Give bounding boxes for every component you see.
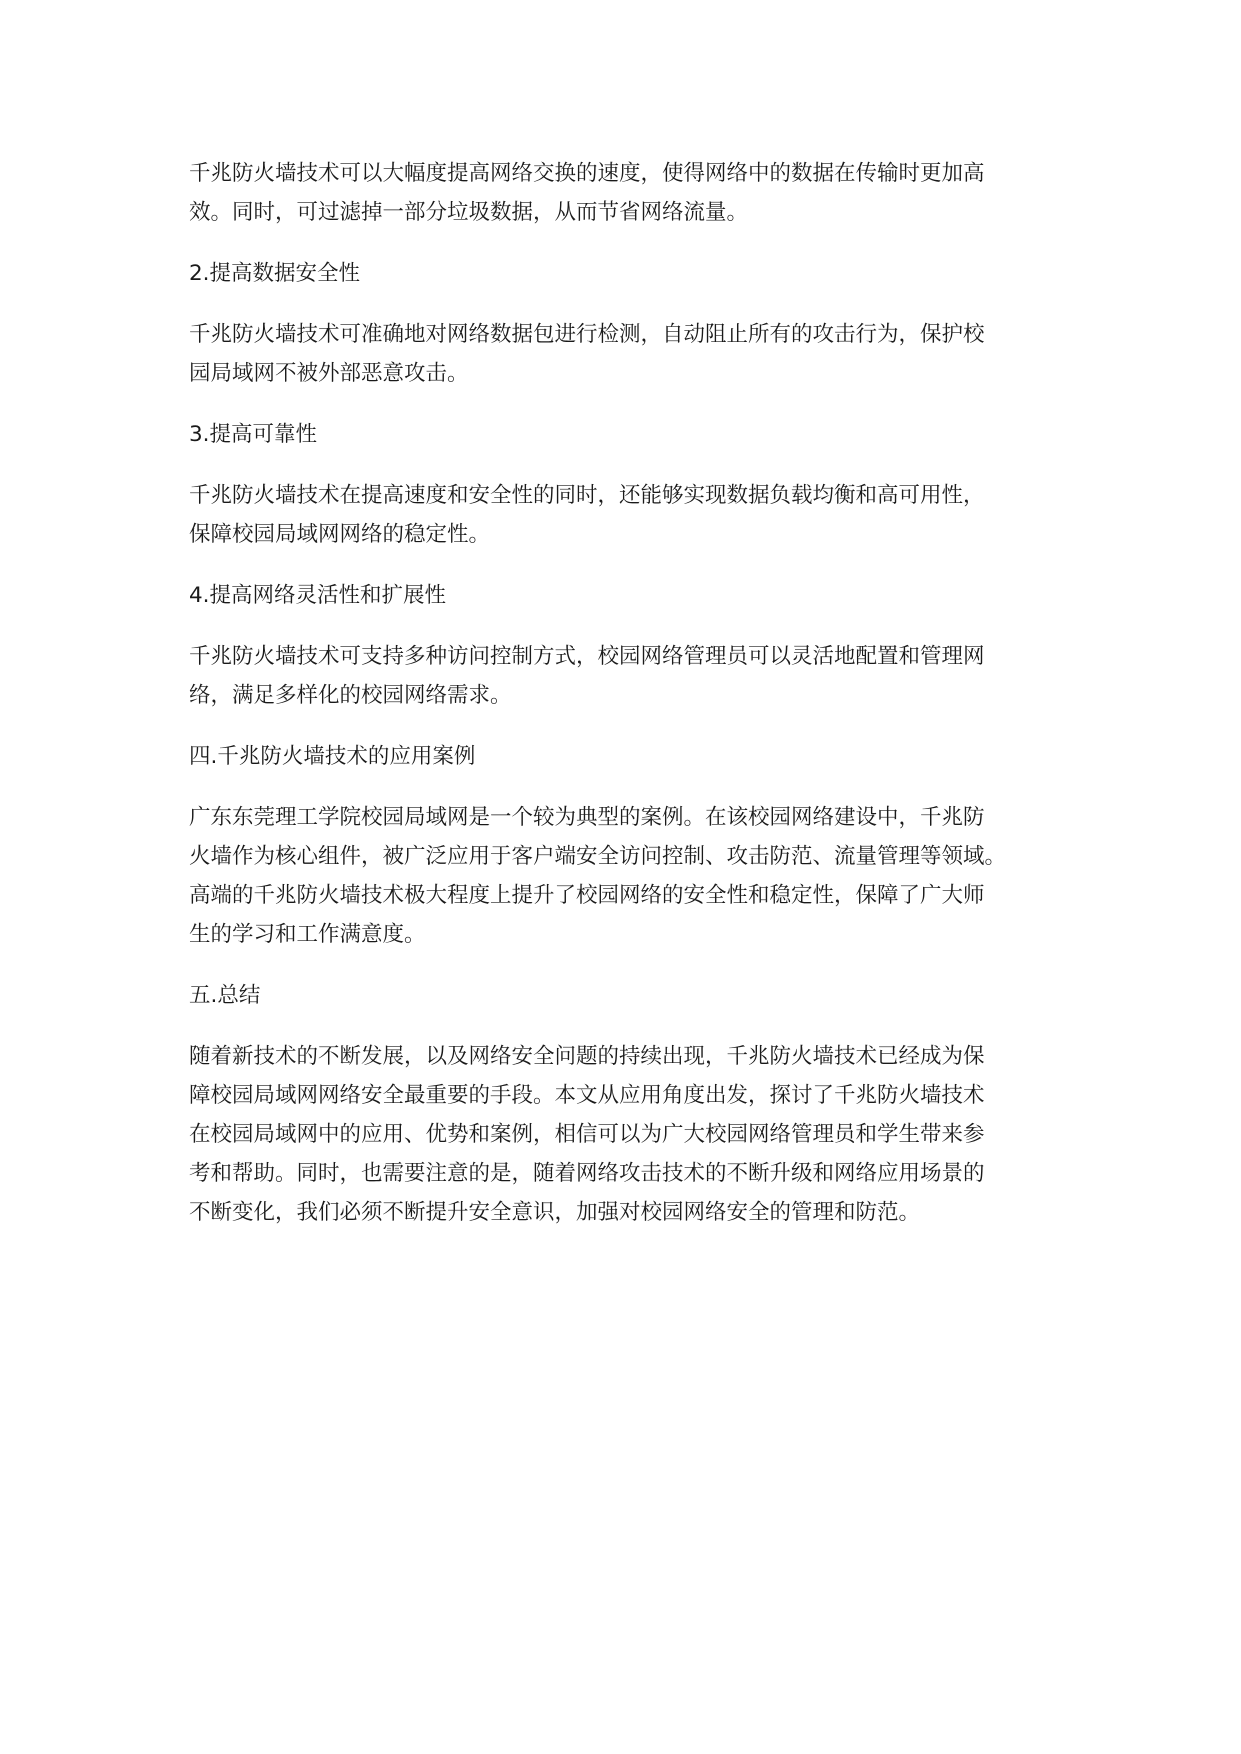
paragraph-line: 随着新技术的不断发展，以及网络安全问题的持续出现，千兆防火墙技术已经成为保 — [189, 1044, 985, 1069]
paragraph-case-study — [189, 798, 1069, 954]
heading-data-security: 2.提高数据安全性 — [189, 261, 361, 286]
paragraph-line: 络，满足多样化的校园网络需求。 — [189, 683, 512, 708]
document-body — [189, 154, 1069, 1254]
paragraph-flexibility — [189, 637, 1069, 715]
heading-case-study: 四.千兆防火墙技术的应用案例 — [189, 744, 476, 769]
paragraph-line: 高端的千兆防火墙技术极大程度上提升了校园网络的安全性和稳定性，保障了广大师 — [189, 883, 985, 908]
heading-reliability: 3.提高可靠性 — [189, 422, 318, 447]
paragraph-line: 广东东莞理工学院校园局域网是一个较为典型的案例。在该校园网络建设中，千兆防 — [189, 805, 985, 830]
paragraph-line: 在校园局域网中的应用、优势和案例，相信可以为广大校园网络管理员和学生带来参 — [189, 1122, 985, 1147]
paragraph-line: 保障校园局域网网络的稳定性。 — [189, 522, 491, 547]
paragraph-line: 千兆防火墙技术可以大幅度提高网络交换的速度，使得网络中的数据在传输时更加高 — [189, 161, 985, 186]
paragraph-data-security — [189, 315, 1069, 393]
paragraph-summary — [189, 1037, 1069, 1232]
paragraph-line: 障校园局域网网络安全最重要的手段。本文从应用角度出发，探讨了千兆防火墙技术 — [189, 1083, 985, 1108]
heading-flexibility: 4.提高网络灵活性和扩展性 — [189, 583, 447, 608]
paragraph-speed — [189, 154, 1069, 232]
paragraph-line: 千兆防火墙技术可准确地对网络数据包进行检测，自动阻止所有的攻击行为，保护校 — [189, 322, 985, 347]
paragraph-reliability — [189, 476, 1069, 554]
paragraph-line: 千兆防火墙技术在提高速度和安全性的同时，还能够实现数据负载均衡和高可用性， — [189, 483, 985, 508]
paragraph-line: 园局域网不被外部恶意攻击。 — [189, 361, 469, 386]
paragraph-line: 效。同时，可过滤掉一部分垃圾数据，从而节省网络流量。 — [189, 200, 749, 225]
paragraph-line: 生的学习和工作满意度。 — [189, 922, 426, 947]
paragraph-line: 不断变化，我们必须不断提升安全意识，加强对校园网络安全的管理和防范。 — [189, 1200, 921, 1225]
paragraph-line: 千兆防火墙技术可支持多种访问控制方式，校园网络管理员可以灵活地配置和管理网 — [189, 644, 985, 669]
heading-summary: 五.总结 — [189, 983, 261, 1008]
paragraph-line: 火墙作为核心组件，被广泛应用于客户端安全访问控制、攻击防范、流量管理等领域。 — [189, 844, 1007, 869]
paragraph-line: 考和帮助。同时，也需要注意的是，随着网络攻击技术的不断升级和网络应用场景的 — [189, 1161, 985, 1186]
